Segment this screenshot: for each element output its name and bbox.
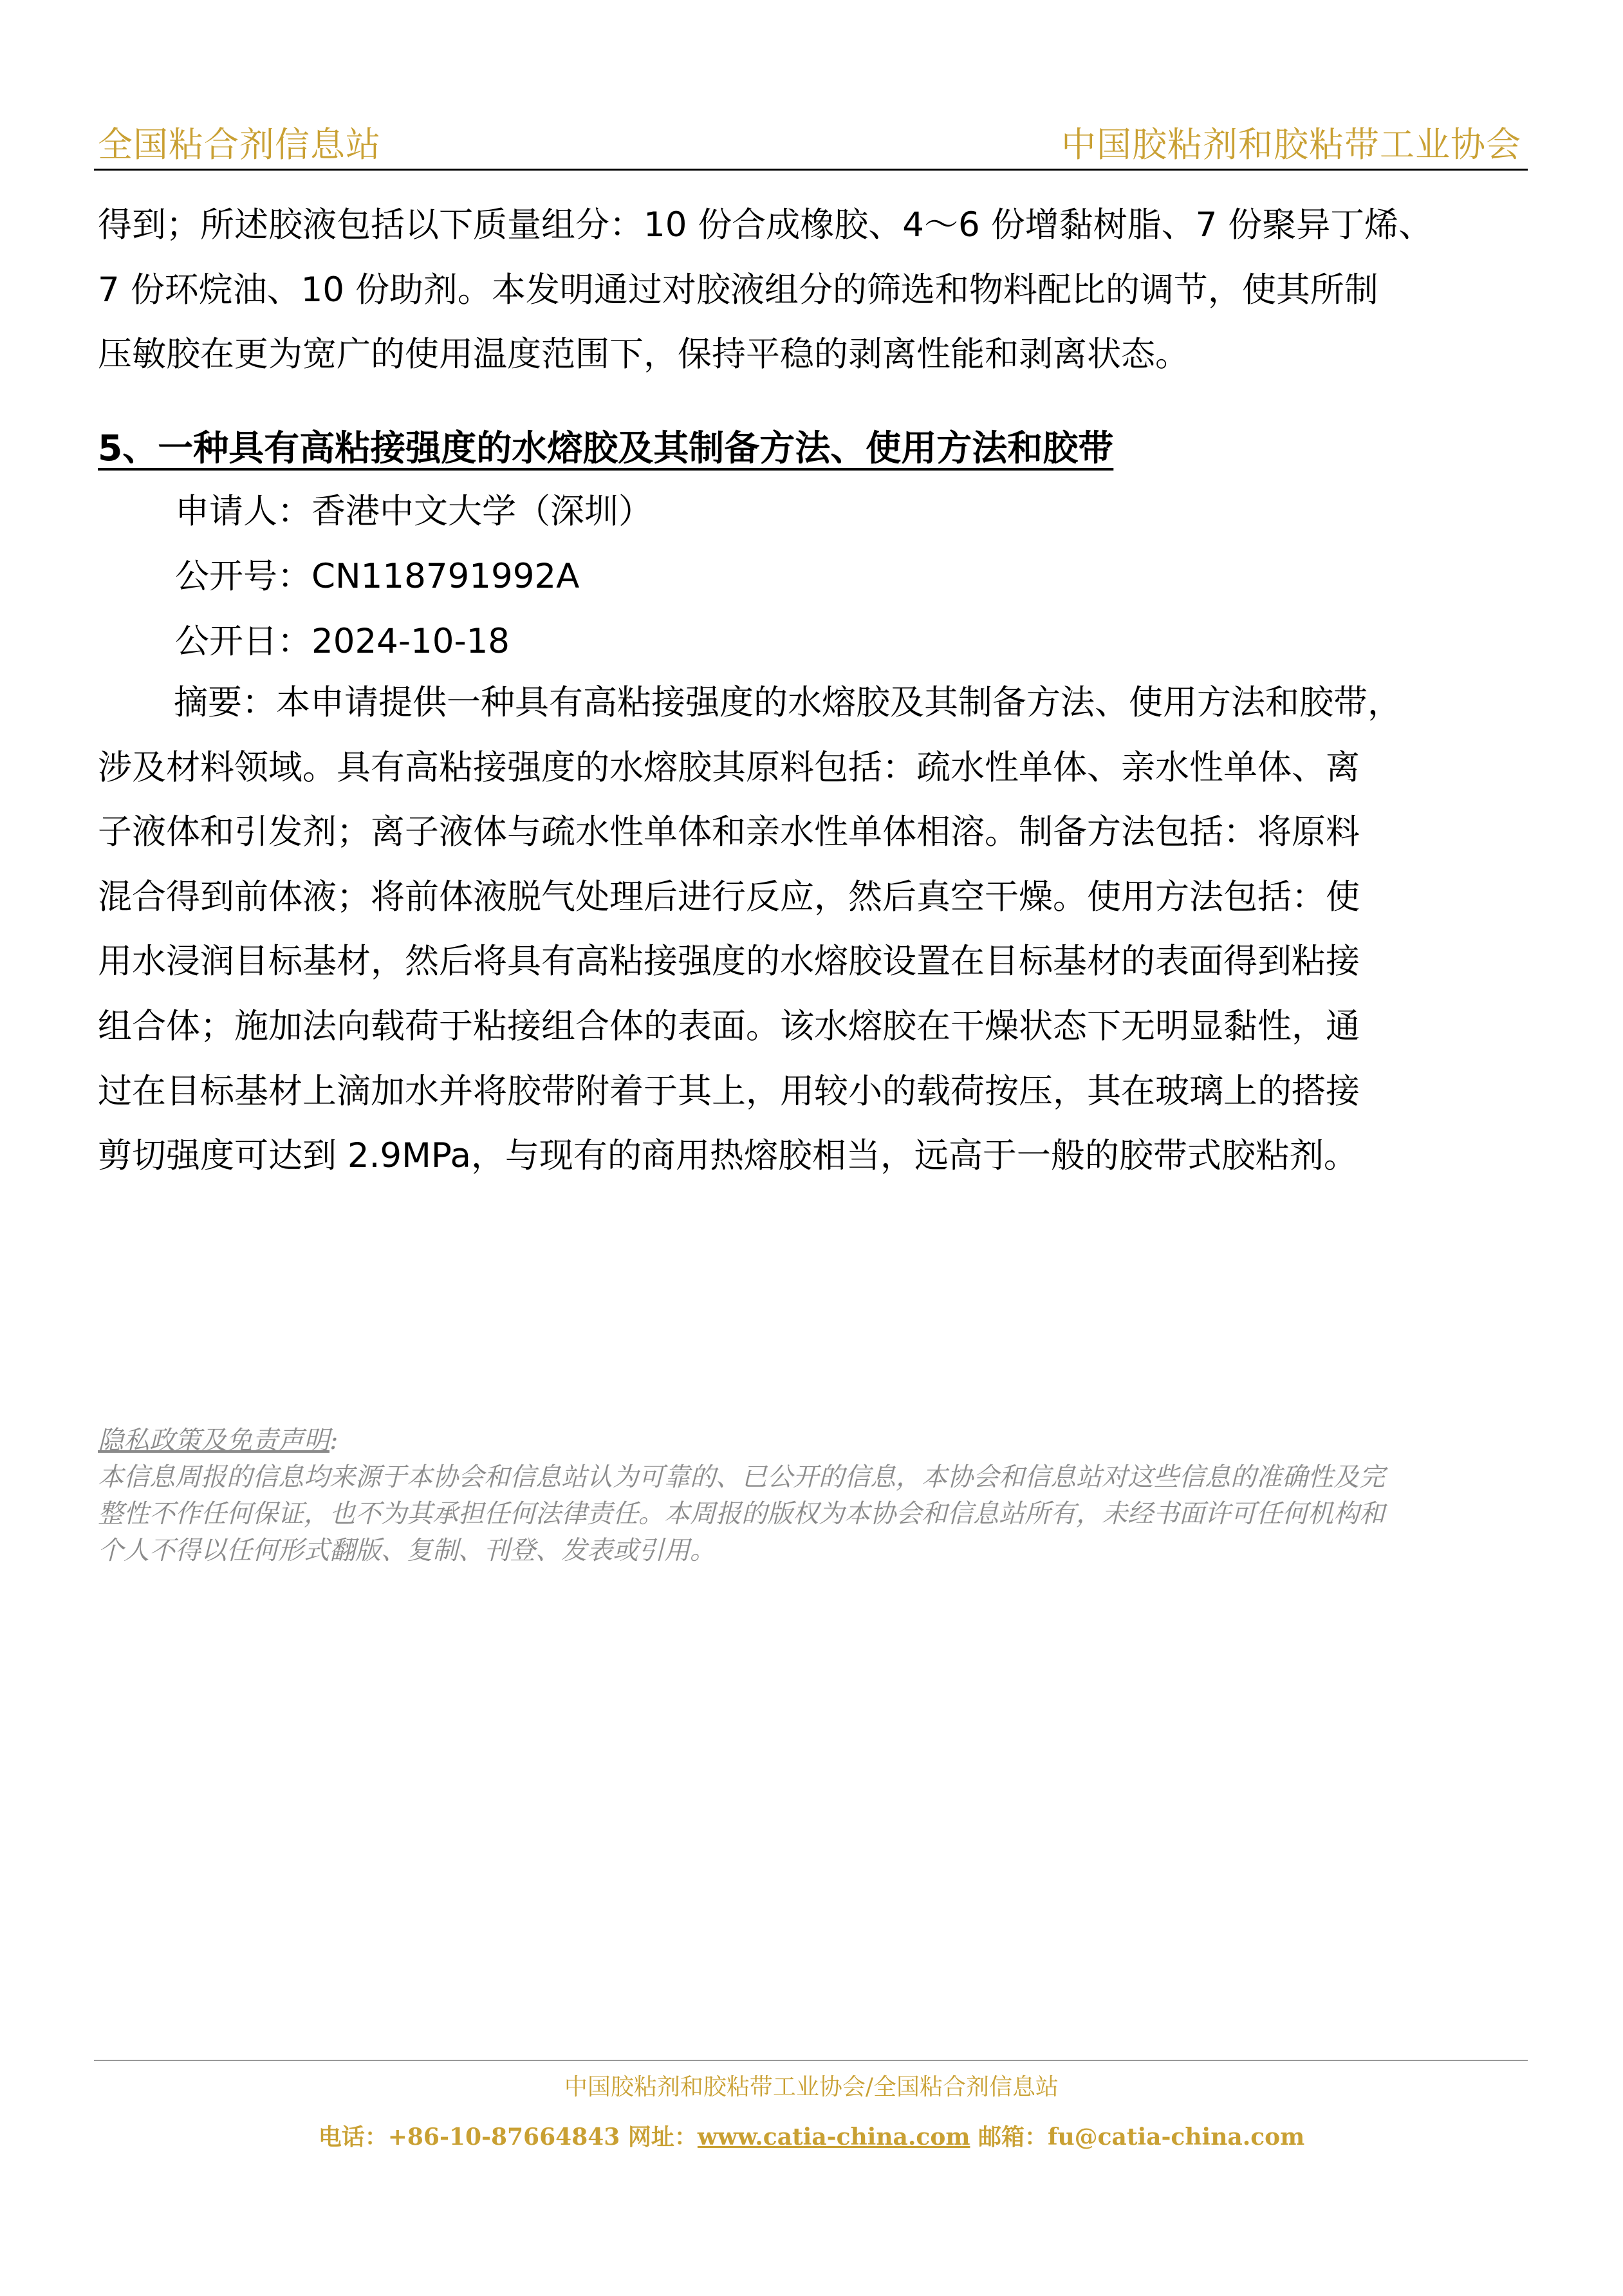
publication-number: 公开号：CN118791992A: [175, 557, 580, 596]
abstract-line: 混合得到前体液；将前体液脱气处理后进行反应，然后真空干燥。使用方法包括：使: [98, 877, 1360, 917]
footer-divider: [94, 2060, 1528, 2061]
abstract-line: 摘要：本申请提供一种具有高粘接强度的水熔胶及其制备方法、使用方法和胶带，: [174, 683, 1402, 722]
abstract-line: 涉及材料领域。具有高粘接强度的水熔胶其原料包括：疏水性单体、亲水性单体、离: [98, 747, 1360, 787]
disclaimer-heading: [98, 1423, 1539, 1459]
intro-paragraph: [98, 193, 1532, 387]
abstract-line: 用水浸润目标基材，然后将具有高粘接强度的水熔胶设置在目标基材的表面得到粘接: [98, 942, 1360, 982]
applicant: 申请人：香港中文大学（深圳）: [175, 492, 653, 531]
footer-contact: [0, 2119, 1623, 2152]
disclaimer-title[interactable]: 隐私政策及免责声明: [98, 1426, 329, 1455]
intro-line: 压敏胶在更为宽广的使用温度范围下，保持平稳的剥离性能和剥离状态。: [98, 335, 1189, 375]
footer-email: 邮箱：fu@catia-china.com: [970, 2123, 1305, 2151]
intro-line: 7 份环烷油、10 份助剂。本发明通过对胶液组分的筛选和物料配比的调节，使其所制: [98, 270, 1378, 310]
header-right-title: 中国胶粘剂和胶粘带工业协会: [1061, 124, 1521, 165]
disclaimer-colon: :: [329, 1426, 339, 1455]
intro-line: 得到；所述胶液包括以下质量组分：10 份合成橡胶、4～6 份增黏树脂、7 份聚异丁烯、: [98, 205, 1433, 245]
footer-website-link[interactable]: www.catia-china.com: [697, 2123, 970, 2151]
disclaimer: [98, 1423, 1539, 1569]
header-divider: [94, 169, 1528, 171]
disclaimer-line: 整性不作任何保证，也不为其承担任何法律责任。本周报的版权为本协会和信息站所有，未经书面许可任何机构和: [98, 1499, 1385, 1529]
footer-phone: 电话：+86-10-87664843 网址：: [318, 2123, 698, 2151]
abstract-line: 过在目标基材上滴加水并将胶带附着于其上，用较小的载荷按压，其在玻璃上的搭接: [98, 1071, 1360, 1111]
footer-org: 中国胶粘剂和胶粘带工业协会/全国粘合剂信息站: [564, 2074, 1059, 2100]
abstract-line: 剪切强度可达到 2.9MPa，与现有的商用热熔胶相当，远高于一般的胶带式胶粘剂。: [98, 1136, 1358, 1176]
section-title: 5、一种具有高粘接强度的水熔胶及其制备方法、使用方法和胶带: [98, 427, 1114, 469]
publication-date: 公开日：2024-10-18: [175, 622, 510, 661]
header-left-title: 全国粘合剂信息站: [98, 124, 381, 165]
disclaimer-line: 本信息周报的信息均来源于本协会和信息站认为可靠的、已公开的信息，本协会和信息站对这些信息的准确性及完: [98, 1462, 1385, 1492]
abstract-paragraph: [98, 671, 1532, 1189]
disclaimer-line: 个人不得以任何形式翻版、复制、刊登、发表或引用。: [98, 1536, 716, 1565]
abstract-line: 子液体和引发剂；离子液体与疏水性单体和亲水性单体相溶。制备方法包括：将原料: [98, 812, 1360, 852]
abstract-line: 组合体；施加法向载荷于粘接组合体的表面。该水熔胶在干燥状态下无明显黏性，通: [98, 1006, 1360, 1046]
